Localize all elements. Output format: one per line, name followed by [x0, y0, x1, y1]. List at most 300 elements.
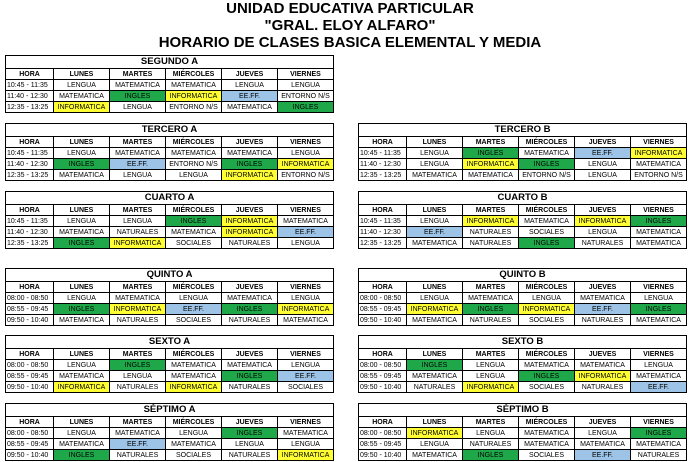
- subject-cell: NATURALES: [463, 227, 519, 238]
- column-header: LUNES: [407, 137, 463, 148]
- column-header: MARTES: [110, 417, 166, 428]
- subject-cell: LENGUA: [54, 360, 110, 371]
- table-row: [6, 382, 334, 393]
- subject-cell: LENGUA: [519, 293, 575, 304]
- subject-cell: INFORMATICA: [54, 382, 110, 393]
- column-header: VIERNES: [631, 137, 687, 148]
- subject-cell: INFORMATICA: [110, 238, 166, 249]
- subject-cell: LENGUA: [110, 216, 166, 227]
- subject-cell: INFORMATICA: [110, 304, 166, 315]
- subject-cell: LENGUA: [407, 159, 463, 170]
- column-header: HORA: [359, 205, 407, 216]
- subject-cell: EE.FF.: [278, 227, 334, 238]
- column-header: JUEVES: [222, 69, 278, 80]
- subject-cell: NATURALES: [222, 238, 278, 249]
- school-name: UNIDAD EDUCATIVA PARTICULAR: [226, 0, 474, 17]
- subject-cell: MATEMATICA: [166, 80, 222, 91]
- column-header: JUEVES: [222, 282, 278, 293]
- subject-cell: MATEMATICA: [110, 428, 166, 439]
- column-header: LUNES: [54, 137, 110, 148]
- time-cell: 12:35 - 13:25: [6, 238, 54, 249]
- subject-cell: INFORMATICA: [278, 159, 334, 170]
- subject-cell: MATEMATICA: [54, 371, 110, 382]
- time-cell: 08:00 - 08:50: [359, 360, 407, 371]
- column-header: VIERNES: [631, 205, 687, 216]
- subject-cell: LENGUA: [110, 102, 166, 113]
- column-header: VIERNES: [278, 137, 334, 148]
- subject-cell: MATEMATICA: [166, 360, 222, 371]
- subject-cell: INFORMATICA: [575, 371, 631, 382]
- subject-cell: MATEMATICA: [110, 148, 166, 159]
- table-row: [6, 315, 334, 326]
- schedule-title: SEXTO A: [6, 336, 334, 349]
- column-header: MIÉRCOLES: [519, 205, 575, 216]
- subject-cell: MATEMATICA: [575, 360, 631, 371]
- table-row: [359, 382, 687, 393]
- column-header: MARTES: [463, 349, 519, 360]
- time-cell: 11:40 - 12:30: [6, 227, 54, 238]
- subject-cell: ENTORNO N/S: [278, 170, 334, 181]
- subject-cell: SOCIALES: [166, 238, 222, 249]
- time-cell: 09:50 - 10:40: [6, 315, 54, 326]
- subject-cell: INFORMATICA: [278, 450, 334, 461]
- column-header: HORA: [359, 282, 407, 293]
- column-header: VIERNES: [278, 205, 334, 216]
- subject-cell: NATURALES: [110, 382, 166, 393]
- schedule-title: CUARTO A: [6, 192, 334, 205]
- subject-cell: NATURALES: [463, 439, 519, 450]
- subject-cell: LENGUA: [166, 428, 222, 439]
- column-header: VIERNES: [278, 349, 334, 360]
- subject-cell: LENGUA: [463, 360, 519, 371]
- subject-cell: MATEMATICA: [222, 360, 278, 371]
- subject-cell: INGLES: [631, 216, 687, 227]
- subject-cell: NATURALES: [222, 382, 278, 393]
- time-cell: 10:45 - 11:35: [6, 148, 54, 159]
- subject-cell: LENGUA: [110, 371, 166, 382]
- column-header: LUNES: [54, 69, 110, 80]
- subject-cell: LENGUA: [278, 148, 334, 159]
- schedule-title: TERCERO B: [359, 124, 687, 137]
- subject-cell: INGLES: [519, 238, 575, 249]
- column-header: MARTES: [110, 282, 166, 293]
- column-header: MARTES: [463, 282, 519, 293]
- schedule-title: SÉPTIMO A: [6, 404, 334, 417]
- subject-cell: INGLES: [166, 216, 222, 227]
- time-cell: 12:35 - 13:25: [359, 170, 407, 181]
- time-cell: 10:45 - 11:35: [359, 148, 407, 159]
- subject-cell: MATEMATICA: [407, 450, 463, 461]
- subject-cell: INFORMATICA: [575, 216, 631, 227]
- subject-cell: LENGUA: [54, 293, 110, 304]
- subject-cell: MATEMATICA: [519, 216, 575, 227]
- subject-cell: INFORMATICA: [166, 91, 222, 102]
- subject-cell: MATEMATICA: [519, 428, 575, 439]
- subject-cell: MATEMATICA: [54, 91, 110, 102]
- schedule-title: QUINTO B: [359, 269, 687, 282]
- column-header: JUEVES: [575, 205, 631, 216]
- column-header: LUNES: [54, 282, 110, 293]
- time-cell: 09:50 - 10:40: [6, 450, 54, 461]
- table-row: [6, 371, 334, 382]
- time-cell: 10:45 - 11:35: [6, 216, 54, 227]
- subject-cell: MATEMATICA: [222, 148, 278, 159]
- column-header: JUEVES: [575, 282, 631, 293]
- column-header: MARTES: [463, 205, 519, 216]
- subject-cell: LENGUA: [631, 360, 687, 371]
- subject-cell: INGLES: [54, 159, 110, 170]
- time-cell: 08:00 - 08:50: [6, 428, 54, 439]
- table-row: [359, 428, 687, 439]
- subject-cell: MATEMATICA: [463, 293, 519, 304]
- schedule-table-cuarto-a: [5, 191, 334, 249]
- table-row: [6, 216, 334, 227]
- subject-cell: INGLES: [631, 304, 687, 315]
- subject-cell: INGLES: [110, 360, 166, 371]
- subject-cell: MATEMATICA: [54, 439, 110, 450]
- column-header: VIERNES: [278, 69, 334, 80]
- table-row: [6, 91, 334, 102]
- subject-cell: SOCIALES: [519, 382, 575, 393]
- time-cell: 12:35 - 13:25: [6, 102, 54, 113]
- time-cell: 09:50 - 10:40: [359, 315, 407, 326]
- time-cell: 12:35 - 13:25: [6, 170, 54, 181]
- column-header: MIÉRCOLES: [519, 282, 575, 293]
- table-row: [6, 227, 334, 238]
- subject-cell: MATEMATICA: [166, 439, 222, 450]
- subject-cell: LENGUA: [222, 80, 278, 91]
- schedule-title: SÉPTIMO B: [359, 404, 687, 417]
- column-header: MIÉRCOLES: [166, 137, 222, 148]
- subject-cell: EE.FF.: [166, 304, 222, 315]
- column-header: HORA: [6, 349, 54, 360]
- time-cell: 08:55 - 09:45: [359, 439, 407, 450]
- subject-cell: SOCIALES: [519, 450, 575, 461]
- subject-cell: NATURALES: [463, 315, 519, 326]
- column-header: MARTES: [110, 69, 166, 80]
- subject-cell: SOCIALES: [166, 315, 222, 326]
- column-header: HORA: [359, 137, 407, 148]
- table-row: [359, 371, 687, 382]
- column-header: JUEVES: [222, 137, 278, 148]
- column-header: MIÉRCOLES: [166, 349, 222, 360]
- schedule-table-quinto-b: [358, 268, 687, 326]
- subject-cell: MATEMATICA: [631, 315, 687, 326]
- subject-cell: MATEMATICA: [54, 227, 110, 238]
- subject-cell: LENGUA: [278, 360, 334, 371]
- subject-cell: MATEMATICA: [54, 170, 110, 181]
- schedule-title: SEGUNDO A: [6, 56, 334, 69]
- subject-cell: LENGUA: [407, 148, 463, 159]
- subject-cell: EE.FF.: [575, 304, 631, 315]
- subject-cell: MATEMATICA: [166, 371, 222, 382]
- time-cell: 10:45 - 11:35: [6, 80, 54, 91]
- subject-cell: MATEMATICA: [278, 315, 334, 326]
- subject-cell: MATEMATICA: [519, 439, 575, 450]
- column-header: MIÉRCOLES: [519, 349, 575, 360]
- schedule-table-segundo-a: [5, 55, 334, 113]
- subject-cell: INGLES: [222, 371, 278, 382]
- subject-cell: LENGUA: [166, 293, 222, 304]
- subject-cell: ENTORNO N/S: [166, 102, 222, 113]
- subject-cell: MATEMATICA: [166, 227, 222, 238]
- subject-cell: INFORMATICA: [519, 304, 575, 315]
- time-cell: 08:55 - 09:45: [6, 371, 54, 382]
- subject-cell: NATURALES: [110, 227, 166, 238]
- column-header: LUNES: [54, 417, 110, 428]
- table-row: [359, 304, 687, 315]
- subject-cell: INFORMATICA: [463, 216, 519, 227]
- subject-cell: INFORMATICA: [54, 102, 110, 113]
- schedule-title: TERCERO A: [6, 124, 334, 137]
- table-row: [359, 159, 687, 170]
- column-header: MARTES: [463, 417, 519, 428]
- table-row: [359, 216, 687, 227]
- column-header: VIERNES: [631, 417, 687, 428]
- subject-cell: INFORMATICA: [631, 148, 687, 159]
- subject-cell: ENTORNO N/S: [278, 91, 334, 102]
- table-row: [359, 238, 687, 249]
- school-subtitle: "GRAL. ELOY ALFARO": [264, 17, 436, 34]
- table-row: [359, 170, 687, 181]
- column-header: MARTES: [110, 205, 166, 216]
- subject-cell: INGLES: [222, 159, 278, 170]
- subject-cell: LENGUA: [278, 238, 334, 249]
- subject-cell: SOCIALES: [278, 382, 334, 393]
- subject-cell: INGLES: [463, 304, 519, 315]
- schedule-title: CUARTO B: [359, 192, 687, 205]
- subject-cell: LENGUA: [575, 227, 631, 238]
- subject-cell: INFORMATICA: [278, 304, 334, 315]
- column-header: JUEVES: [575, 417, 631, 428]
- subject-cell: MATEMATICA: [631, 371, 687, 382]
- column-header: LUNES: [54, 205, 110, 216]
- subject-cell: INFORMATICA: [166, 382, 222, 393]
- subject-cell: LENGUA: [222, 439, 278, 450]
- column-header: LUNES: [407, 349, 463, 360]
- subject-cell: INGLES: [519, 159, 575, 170]
- subject-cell: MATEMATICA: [110, 293, 166, 304]
- subject-cell: ENTORNO N/S: [519, 170, 575, 181]
- subject-cell: MATEMATICA: [407, 371, 463, 382]
- subject-cell: MATEMATICA: [575, 293, 631, 304]
- column-header: LUNES: [54, 349, 110, 360]
- table-row: [6, 439, 334, 450]
- subject-cell: MATEMATICA: [631, 238, 687, 249]
- subject-cell: EE.FF.: [110, 439, 166, 450]
- subject-cell: MATEMATICA: [519, 360, 575, 371]
- column-header: HORA: [359, 349, 407, 360]
- column-header: MIÉRCOLES: [166, 282, 222, 293]
- subject-cell: INGLES: [222, 304, 278, 315]
- subject-cell: SOCIALES: [166, 450, 222, 461]
- subject-cell: NATURALES: [222, 450, 278, 461]
- subject-cell: LENGUA: [463, 371, 519, 382]
- subject-cell: LENGUA: [278, 439, 334, 450]
- subject-cell: INFORMATICA: [407, 428, 463, 439]
- time-cell: 08:00 - 08:50: [359, 293, 407, 304]
- table-row: [6, 293, 334, 304]
- subject-cell: INFORMATICA: [463, 382, 519, 393]
- subject-cell: NATURALES: [631, 450, 687, 461]
- schedule-table-tercero-b: [358, 123, 687, 181]
- column-header: MARTES: [463, 137, 519, 148]
- time-cell: 11:40 - 12:30: [6, 159, 54, 170]
- column-header: VIERNES: [278, 417, 334, 428]
- subject-cell: INGLES: [519, 371, 575, 382]
- table-row: [6, 80, 334, 91]
- column-header: HORA: [6, 417, 54, 428]
- subject-cell: LENGUA: [278, 293, 334, 304]
- subject-cell: MATEMATICA: [519, 148, 575, 159]
- subject-cell: INGLES: [463, 450, 519, 461]
- subject-cell: NATURALES: [575, 238, 631, 249]
- table-row: [6, 159, 334, 170]
- schedule-title: QUINTO A: [6, 269, 334, 282]
- table-row: [6, 450, 334, 461]
- subject-cell: INFORMATICA: [222, 170, 278, 181]
- subject-cell: INFORMATICA: [222, 216, 278, 227]
- subject-cell: LENGUA: [110, 170, 166, 181]
- subject-cell: EE.FF.: [407, 227, 463, 238]
- subject-cell: LENGUA: [54, 80, 110, 91]
- subject-cell: EE.FF.: [575, 450, 631, 461]
- column-header: LUNES: [407, 205, 463, 216]
- subject-cell: LENGUA: [54, 428, 110, 439]
- table-row: [6, 360, 334, 371]
- subject-cell: ENTORNO N/S: [631, 170, 687, 181]
- column-header: JUEVES: [222, 205, 278, 216]
- subject-cell: MATEMATICA: [407, 315, 463, 326]
- column-header: HORA: [6, 205, 54, 216]
- subject-cell: NATURALES: [463, 238, 519, 249]
- subject-cell: INFORMATICA: [463, 159, 519, 170]
- subject-cell: LENGUA: [166, 170, 222, 181]
- subject-cell: LENGUA: [463, 428, 519, 439]
- subject-cell: INFORMATICA: [222, 227, 278, 238]
- column-header: MIÉRCOLES: [519, 137, 575, 148]
- subject-cell: MATEMATICA: [110, 80, 166, 91]
- subject-cell: EE.FF.: [575, 148, 631, 159]
- subject-cell: LENGUA: [54, 216, 110, 227]
- schedule-table-quinto-a: [5, 268, 334, 326]
- schedule-table-septimo-a: [5, 403, 334, 461]
- time-cell: 08:00 - 08:50: [359, 428, 407, 439]
- time-cell: 08:00 - 08:50: [6, 293, 54, 304]
- time-cell: 11:40 - 12:30: [6, 91, 54, 102]
- subject-cell: LENGUA: [54, 148, 110, 159]
- time-cell: 08:55 - 09:45: [359, 371, 407, 382]
- subject-cell: MATEMATICA: [166, 148, 222, 159]
- time-cell: 10:45 - 11:35: [359, 216, 407, 227]
- column-header: MIÉRCOLES: [519, 417, 575, 428]
- subject-cell: INGLES: [631, 428, 687, 439]
- column-header: MARTES: [110, 137, 166, 148]
- subject-cell: LENGUA: [631, 293, 687, 304]
- subject-cell: LENGUA: [278, 80, 334, 91]
- table-row: [359, 360, 687, 371]
- time-cell: 09:50 - 10:40: [359, 382, 407, 393]
- time-cell: 08:55 - 09:45: [6, 439, 54, 450]
- column-header: MIÉRCOLES: [166, 205, 222, 216]
- subject-cell: SOCIALES: [519, 227, 575, 238]
- column-header: LUNES: [407, 417, 463, 428]
- time-cell: 11:40 - 12:30: [359, 159, 407, 170]
- schedule-table-sexto-b: [358, 335, 687, 393]
- subject-cell: LENGUA: [407, 216, 463, 227]
- subject-cell: EE.FF.: [222, 91, 278, 102]
- schedule-table-septimo-b: [358, 403, 687, 461]
- subject-cell: ENTORNO N/S: [166, 159, 222, 170]
- subject-cell: INGLES: [54, 238, 110, 249]
- table-row: [6, 148, 334, 159]
- column-header: VIERNES: [631, 349, 687, 360]
- time-cell: 11:40 - 12:30: [359, 227, 407, 238]
- subject-cell: EE.FF.: [631, 382, 687, 393]
- table-row: [6, 238, 334, 249]
- column-header: HORA: [6, 137, 54, 148]
- subject-cell: MATEMATICA: [278, 428, 334, 439]
- subject-cell: MATEMATICA: [54, 315, 110, 326]
- subject-cell: LENGUA: [575, 170, 631, 181]
- column-header: JUEVES: [222, 349, 278, 360]
- time-cell: 12:35 - 13:25: [359, 238, 407, 249]
- table-row: [359, 293, 687, 304]
- schedule-title: SEXTO B: [359, 336, 687, 349]
- subject-cell: INGLES: [407, 360, 463, 371]
- column-header: VIERNES: [631, 282, 687, 293]
- column-header: MARTES: [110, 349, 166, 360]
- subject-cell: NATURALES: [110, 315, 166, 326]
- subject-cell: INGLES: [54, 450, 110, 461]
- subject-cell: MATEMATICA: [463, 170, 519, 181]
- subject-cell: EE.FF.: [110, 159, 166, 170]
- subject-cell: INGLES: [463, 148, 519, 159]
- subject-cell: INGLES: [222, 428, 278, 439]
- column-header: MIÉRCOLES: [166, 417, 222, 428]
- column-header: JUEVES: [222, 417, 278, 428]
- subject-cell: MATEMATICA: [631, 159, 687, 170]
- schedule-table-cuarto-b: [358, 191, 687, 249]
- table-row: [359, 315, 687, 326]
- column-header: JUEVES: [575, 349, 631, 360]
- schedule-table-sexto-a: [5, 335, 334, 393]
- column-header: JUEVES: [575, 137, 631, 148]
- table-row: [6, 304, 334, 315]
- subject-cell: MATEMATICA: [631, 439, 687, 450]
- table-row: [359, 450, 687, 461]
- column-header: HORA: [6, 69, 54, 80]
- subject-cell: NATURALES: [575, 315, 631, 326]
- subject-cell: LENGUA: [575, 159, 631, 170]
- time-cell: 08:00 - 08:50: [6, 360, 54, 371]
- subject-cell: EE.FF.: [278, 371, 334, 382]
- time-cell: 08:55 - 09:45: [6, 304, 54, 315]
- table-row: [359, 439, 687, 450]
- time-cell: 08:55 - 09:45: [359, 304, 407, 315]
- table-row: [359, 227, 687, 238]
- page-title: HORARIO DE CLASES BASICA ELEMENTAL Y MEDIA: [158, 34, 542, 51]
- subject-cell: LENGUA: [575, 428, 631, 439]
- table-row: [6, 170, 334, 181]
- subject-cell: NATURALES: [222, 315, 278, 326]
- subject-cell: INFORMATICA: [407, 304, 463, 315]
- subject-cell: MATEMATICA: [222, 102, 278, 113]
- subject-cell: NATURALES: [575, 382, 631, 393]
- column-header: MIÉRCOLES: [166, 69, 222, 80]
- column-header: VIERNES: [278, 282, 334, 293]
- table-row: [359, 148, 687, 159]
